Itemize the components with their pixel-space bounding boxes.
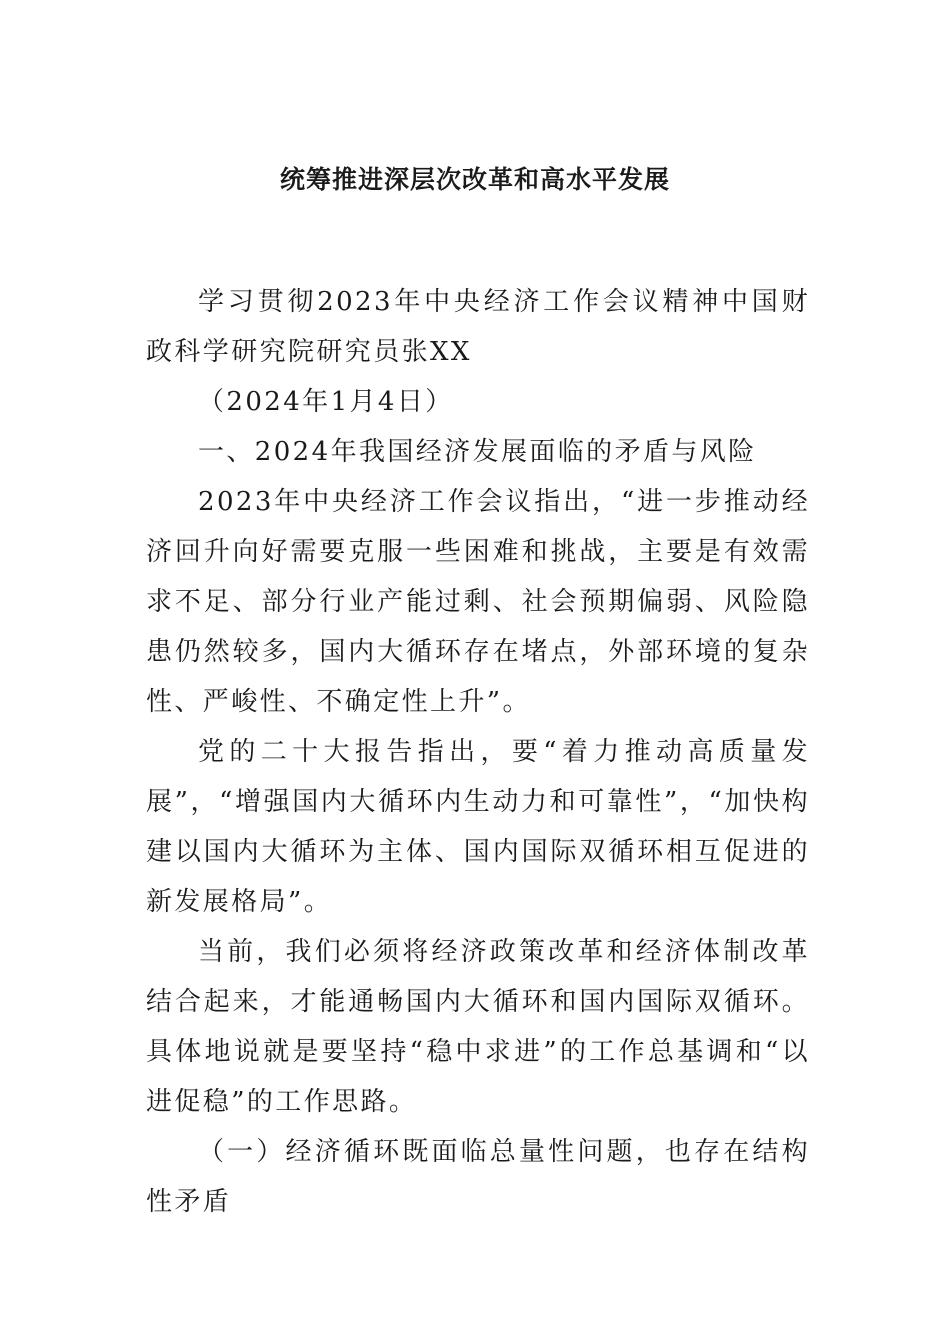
- subtitle-paragraph: 学习贯彻2023年中央经济工作会议精神中国财政科学研究院研究员张XX: [146, 287, 810, 367]
- document-title: 统筹推进深层次改革和高水平发展: [279, 165, 670, 194]
- body-paragraph: 2023年中央经济工作会议指出，“进一步推动经济回升向好需要克服一些困难和挑战，主要是有效需求不足、部分行业产能过剩、社会预期偏弱、风险隐患仍然较多，国内大循环存在堵点，外部环境的复杂性、严峻性、不确定性上升”。: [146, 487, 810, 717]
- document-body: [146, 277, 810, 1227]
- subsection-heading: （一）经济循环既面临总量性问题，也存在结构性矛盾: [146, 1137, 810, 1217]
- body-paragraph: 当前，我们必须将经济政策改革和经济体制改革结合起来，才能通畅国内大循环和国内国际双循环。具体地说就是要坚持“稳中求进”的工作总基调和“以进促稳”的工作思路。: [146, 937, 810, 1117]
- date-paragraph: （2024年1月4日）: [198, 387, 454, 417]
- body-paragraph: 党的二十大报告指出，要“着力推动高质量发展”，“增强国内大循环内生动力和可靠性”，“加快构建以国内大循环为主体、国内国际双循环相互促进的新发展格局”。: [146, 737, 810, 917]
- section-heading: 一、2024年我国经济发展面临的矛盾与风险: [198, 437, 757, 467]
